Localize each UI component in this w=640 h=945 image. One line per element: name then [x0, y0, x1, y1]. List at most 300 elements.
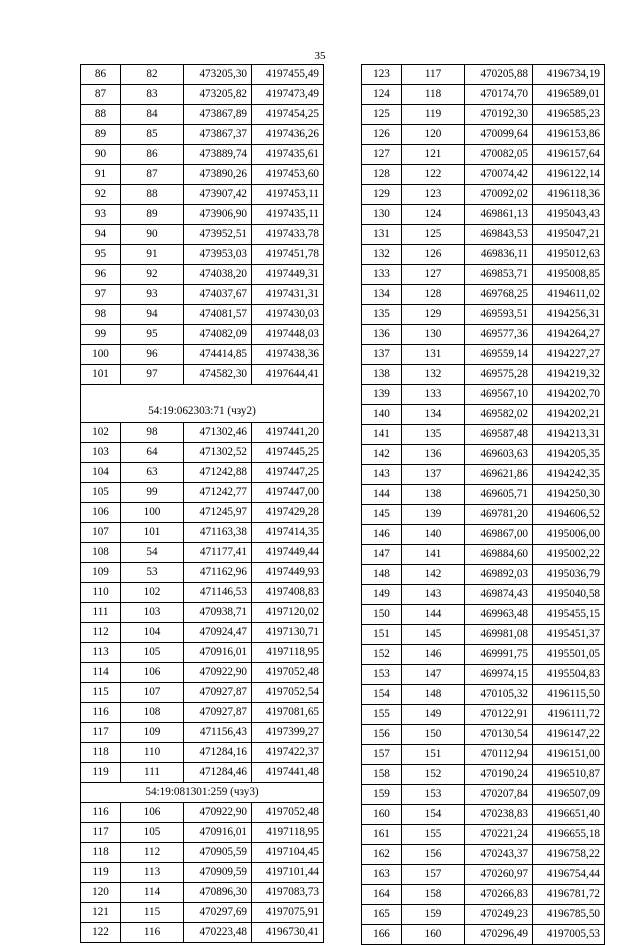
- vertex-number-cell: 95: [121, 325, 184, 345]
- y-coordinate-cell: 4196734,19: [533, 65, 605, 85]
- x-coordinate-cell: 470192,30: [465, 105, 533, 125]
- table-row: [81, 743, 324, 763]
- table-row: [81, 623, 324, 643]
- y-coordinate-cell: 4196147,22: [533, 725, 605, 745]
- point-number-cell: 97: [81, 285, 121, 305]
- vertex-number-cell: 134: [402, 405, 465, 425]
- x-coordinate-cell: 470924,47: [184, 623, 252, 643]
- y-coordinate-cell: 4197118,95: [252, 823, 324, 843]
- table-row: [362, 65, 605, 85]
- vertex-number-cell: 155: [402, 825, 465, 845]
- point-number-cell: 94: [81, 225, 121, 245]
- x-coordinate-cell: 469974,15: [465, 665, 533, 685]
- y-coordinate-cell: 4197083,73: [252, 883, 324, 903]
- table-row: [362, 145, 605, 165]
- vertex-number-cell: 83: [121, 85, 184, 105]
- table-row: [81, 423, 324, 443]
- y-coordinate-cell: 4197435,11: [252, 205, 324, 225]
- table-row: [81, 543, 324, 563]
- point-number-cell: 160: [362, 805, 402, 825]
- page-number: 35: [314, 50, 326, 62]
- table-row: [362, 425, 605, 445]
- table-row: [81, 843, 324, 863]
- x-coordinate-cell: 470174,70: [465, 85, 533, 105]
- y-coordinate-cell: 4197081,65: [252, 703, 324, 723]
- x-coordinate-cell: 473952,51: [184, 225, 252, 245]
- table-row: [362, 865, 605, 885]
- point-number-cell: 115: [81, 683, 121, 703]
- x-coordinate-cell: 469559,14: [465, 345, 533, 365]
- table-row: [81, 85, 324, 105]
- y-coordinate-cell: 4195012,63: [533, 245, 605, 265]
- y-coordinate-cell: 4197453,60: [252, 165, 324, 185]
- table-row: [81, 125, 324, 145]
- x-coordinate-cell: 471242,77: [184, 483, 252, 503]
- x-coordinate-cell: 473889,74: [184, 145, 252, 165]
- x-coordinate-cell: 469884,60: [465, 545, 533, 565]
- x-coordinate-cell: 473867,89: [184, 105, 252, 125]
- point-number-cell: 92: [81, 185, 121, 205]
- y-coordinate-cell: 4194606,52: [533, 505, 605, 525]
- x-coordinate-cell: 474414,85: [184, 345, 252, 365]
- y-coordinate-cell: 4194256,31: [533, 305, 605, 325]
- table-row: [362, 905, 605, 925]
- table-row: [362, 885, 605, 905]
- vertex-number-cell: 106: [121, 663, 184, 683]
- vertex-number-cell: 105: [121, 823, 184, 843]
- point-number-cell: 138: [362, 365, 402, 385]
- table-row: [81, 205, 324, 225]
- point-number-cell: 161: [362, 825, 402, 845]
- x-coordinate-cell: 471302,46: [184, 423, 252, 443]
- y-coordinate-cell: 4195006,00: [533, 525, 605, 545]
- y-coordinate-cell: 4195455,15: [533, 605, 605, 625]
- table-row: [81, 325, 324, 345]
- y-coordinate-cell: 4197449,31: [252, 265, 324, 285]
- y-coordinate-cell: 4197473,49: [252, 85, 324, 105]
- table-row: [362, 345, 605, 365]
- vertex-number-cell: 108: [121, 703, 184, 723]
- coordinates-table-right: [361, 64, 605, 945]
- point-number-cell: 141: [362, 425, 402, 445]
- point-number-cell: 117: [81, 723, 121, 743]
- point-number-cell: 139: [362, 385, 402, 405]
- section-header-row: [81, 783, 324, 803]
- x-coordinate-cell: 469963,48: [465, 605, 533, 625]
- y-coordinate-cell: 4196651,40: [533, 805, 605, 825]
- vertex-number-cell: 98: [121, 423, 184, 443]
- point-number-cell: 113: [81, 643, 121, 663]
- y-coordinate-cell: 4194242,35: [533, 465, 605, 485]
- point-number-cell: 163: [362, 865, 402, 885]
- x-coordinate-cell: 474081,57: [184, 305, 252, 325]
- vertex-number-cell: 124: [402, 205, 465, 225]
- table-row: [81, 603, 324, 623]
- x-coordinate-cell: 471245,97: [184, 503, 252, 523]
- x-coordinate-cell: 471156,43: [184, 723, 252, 743]
- y-coordinate-cell: 4196758,22: [533, 845, 605, 865]
- table-row: [81, 563, 324, 583]
- y-coordinate-cell: 4195047,21: [533, 225, 605, 245]
- table-row: [81, 763, 324, 783]
- y-coordinate-cell: 4197435,61: [252, 145, 324, 165]
- x-coordinate-cell: 469593,51: [465, 305, 533, 325]
- point-number-cell: 98: [81, 305, 121, 325]
- point-number-cell: 118: [81, 743, 121, 763]
- point-number-cell: 150: [362, 605, 402, 625]
- table-row: [362, 785, 605, 805]
- y-coordinate-cell: 4197438,36: [252, 345, 324, 365]
- y-coordinate-cell: 4196781,72: [533, 885, 605, 905]
- table-row: [81, 365, 324, 385]
- x-coordinate-cell: 474037,67: [184, 285, 252, 305]
- table-row: [81, 863, 324, 883]
- table-row: [362, 85, 605, 105]
- x-coordinate-cell: 471177,41: [184, 543, 252, 563]
- y-coordinate-cell: 4197429,28: [252, 503, 324, 523]
- point-number-cell: 88: [81, 105, 121, 125]
- point-number-cell: 112: [81, 623, 121, 643]
- point-number-cell: 95: [81, 245, 121, 265]
- x-coordinate-cell: 470221,24: [465, 825, 533, 845]
- point-number-cell: 143: [362, 465, 402, 485]
- x-coordinate-cell: 470296,49: [465, 925, 533, 945]
- y-coordinate-cell: 4196118,36: [533, 185, 605, 205]
- y-coordinate-cell: 4194250,30: [533, 485, 605, 505]
- table-row: [362, 265, 605, 285]
- table-row: [362, 325, 605, 345]
- x-coordinate-cell: 473205,30: [184, 65, 252, 85]
- vertex-number-cell: 118: [402, 85, 465, 105]
- y-coordinate-cell: 4195451,37: [533, 625, 605, 645]
- table-row: [81, 643, 324, 663]
- y-coordinate-cell: 4194227,27: [533, 345, 605, 365]
- section-header-row: [81, 385, 324, 423]
- x-coordinate-cell: 473906,90: [184, 205, 252, 225]
- table-row: [362, 925, 605, 945]
- y-coordinate-cell: 4197447,25: [252, 463, 324, 483]
- x-coordinate-cell: 469991,75: [465, 645, 533, 665]
- table-row: [362, 405, 605, 425]
- point-number-cell: 99: [81, 325, 121, 345]
- table-row: [362, 585, 605, 605]
- point-number-cell: 159: [362, 785, 402, 805]
- table-row: [81, 463, 324, 483]
- x-coordinate-cell: 469621,86: [465, 465, 533, 485]
- y-coordinate-cell: 4197005,53: [533, 925, 605, 945]
- y-coordinate-cell: 4194611,02: [533, 285, 605, 305]
- vertex-number-cell: 54: [121, 543, 184, 563]
- x-coordinate-cell: 469603,63: [465, 445, 533, 465]
- point-number-cell: 132: [362, 245, 402, 265]
- table-row: [81, 903, 324, 923]
- x-coordinate-cell: 470190,24: [465, 765, 533, 785]
- y-coordinate-cell: 4196507,09: [533, 785, 605, 805]
- vertex-number-cell: 136: [402, 445, 465, 465]
- x-coordinate-cell: 473907,42: [184, 185, 252, 205]
- y-coordinate-cell: 4196157,64: [533, 145, 605, 165]
- table-row: [362, 685, 605, 705]
- vertex-number-cell: 127: [402, 265, 465, 285]
- section-header-cell: 54:19:081301:259 (чзу3): [81, 783, 324, 803]
- x-coordinate-cell: 470122,91: [465, 705, 533, 725]
- vertex-number-cell: 85: [121, 125, 184, 145]
- y-coordinate-cell: 4197118,95: [252, 643, 324, 663]
- y-coordinate-cell: 4196151,00: [533, 745, 605, 765]
- vertex-number-cell: 116: [121, 923, 184, 943]
- y-coordinate-cell: 4197449,93: [252, 563, 324, 583]
- x-coordinate-cell: 469861,13: [465, 205, 533, 225]
- vertex-number-cell: 113: [121, 863, 184, 883]
- y-coordinate-cell: 4194202,21: [533, 405, 605, 425]
- y-coordinate-cell: 4197431,31: [252, 285, 324, 305]
- y-coordinate-cell: 4197414,35: [252, 523, 324, 543]
- x-coordinate-cell: 469874,43: [465, 585, 533, 605]
- y-coordinate-cell: 4196655,18: [533, 825, 605, 845]
- vertex-number-cell: 53: [121, 563, 184, 583]
- x-coordinate-cell: 474038,20: [184, 265, 252, 285]
- x-coordinate-cell: 470112,94: [465, 745, 533, 765]
- vertex-number-cell: 154: [402, 805, 465, 825]
- y-coordinate-cell: 4196585,23: [533, 105, 605, 125]
- vertex-number-cell: 121: [402, 145, 465, 165]
- vertex-number-cell: 137: [402, 465, 465, 485]
- y-coordinate-cell: 4197441,20: [252, 423, 324, 443]
- y-coordinate-cell: 4195501,05: [533, 645, 605, 665]
- y-coordinate-cell: 4197052,48: [252, 803, 324, 823]
- point-number-cell: 152: [362, 645, 402, 665]
- vertex-number-cell: 115: [121, 903, 184, 923]
- point-number-cell: 124: [362, 85, 402, 105]
- x-coordinate-cell: 470130,54: [465, 725, 533, 745]
- vertex-number-cell: 89: [121, 205, 184, 225]
- x-coordinate-cell: 473953,03: [184, 245, 252, 265]
- vertex-number-cell: 131: [402, 345, 465, 365]
- x-coordinate-cell: 470927,87: [184, 703, 252, 723]
- point-number-cell: 101: [81, 365, 121, 385]
- point-number-cell: 158: [362, 765, 402, 785]
- x-coordinate-cell: 471242,88: [184, 463, 252, 483]
- vertex-number-cell: 139: [402, 505, 465, 525]
- table-row: [362, 505, 605, 525]
- point-number-cell: 104: [81, 463, 121, 483]
- x-coordinate-cell: 469892,03: [465, 565, 533, 585]
- vertex-number-cell: 101: [121, 523, 184, 543]
- point-number-cell: 126: [362, 125, 402, 145]
- y-coordinate-cell: 4197408,83: [252, 583, 324, 603]
- table-row: [81, 883, 324, 903]
- point-number-cell: 128: [362, 165, 402, 185]
- point-number-cell: 121: [81, 903, 121, 923]
- table-row: [362, 105, 605, 125]
- table-row: [81, 185, 324, 205]
- vertex-number-cell: 158: [402, 885, 465, 905]
- table-row: [362, 165, 605, 185]
- x-coordinate-cell: 470249,23: [465, 905, 533, 925]
- vertex-number-cell: 103: [121, 603, 184, 623]
- point-number-cell: 154: [362, 685, 402, 705]
- coordinates-table-left: [80, 64, 324, 943]
- coordinates-table-right-body: [362, 65, 605, 945]
- x-coordinate-cell: 470922,90: [184, 803, 252, 823]
- vertex-number-cell: 149: [402, 705, 465, 725]
- point-number-cell: 155: [362, 705, 402, 725]
- point-number-cell: 114: [81, 663, 121, 683]
- vertex-number-cell: 63: [121, 463, 184, 483]
- point-number-cell: 134: [362, 285, 402, 305]
- vertex-number-cell: 145: [402, 625, 465, 645]
- table-row: [81, 225, 324, 245]
- table-row: [81, 483, 324, 503]
- table-row: [362, 645, 605, 665]
- point-number-cell: 133: [362, 265, 402, 285]
- vertex-number-cell: 135: [402, 425, 465, 445]
- table-row: [81, 683, 324, 703]
- point-number-cell: 130: [362, 205, 402, 225]
- x-coordinate-cell: 470938,71: [184, 603, 252, 623]
- vertex-number-cell: 159: [402, 905, 465, 925]
- x-coordinate-cell: 470207,84: [465, 785, 533, 805]
- point-number-cell: 118: [81, 843, 121, 863]
- point-number-cell: 140: [362, 405, 402, 425]
- table-row: [362, 605, 605, 625]
- point-number-cell: 149: [362, 585, 402, 605]
- vertex-number-cell: 86: [121, 145, 184, 165]
- table-row: [81, 803, 324, 823]
- y-coordinate-cell: 4196111,72: [533, 705, 605, 725]
- vertex-number-cell: 117: [402, 65, 465, 85]
- x-coordinate-cell: 470243,37: [465, 845, 533, 865]
- x-coordinate-cell: 471162,96: [184, 563, 252, 583]
- x-coordinate-cell: 470260,97: [465, 865, 533, 885]
- point-number-cell: 151: [362, 625, 402, 645]
- x-coordinate-cell: 470074,42: [465, 165, 533, 185]
- vertex-number-cell: 94: [121, 305, 184, 325]
- vertex-number-cell: 126: [402, 245, 465, 265]
- table-row: [81, 663, 324, 683]
- table-row: [362, 665, 605, 685]
- point-number-cell: 87: [81, 85, 121, 105]
- vertex-number-cell: 106: [121, 803, 184, 823]
- vertex-number-cell: 138: [402, 485, 465, 505]
- vertex-number-cell: 87: [121, 165, 184, 185]
- vertex-number-cell: 90: [121, 225, 184, 245]
- vertex-number-cell: 150: [402, 725, 465, 745]
- vertex-number-cell: 93: [121, 285, 184, 305]
- point-number-cell: 105: [81, 483, 121, 503]
- table-row: [362, 825, 605, 845]
- point-number-cell: 145: [362, 505, 402, 525]
- point-number-cell: 91: [81, 165, 121, 185]
- point-number-cell: 135: [362, 305, 402, 325]
- point-number-cell: 96: [81, 265, 121, 285]
- y-coordinate-cell: 4194213,31: [533, 425, 605, 445]
- vertex-number-cell: 151: [402, 745, 465, 765]
- x-coordinate-cell: 470916,01: [184, 643, 252, 663]
- point-number-cell: 89: [81, 125, 121, 145]
- y-coordinate-cell: 4195036,79: [533, 565, 605, 585]
- vertex-number-cell: 130: [402, 325, 465, 345]
- x-coordinate-cell: 470916,01: [184, 823, 252, 843]
- x-coordinate-cell: 473205,82: [184, 85, 252, 105]
- point-number-cell: 93: [81, 205, 121, 225]
- y-coordinate-cell: 4196589,01: [533, 85, 605, 105]
- x-coordinate-cell: 470896,30: [184, 883, 252, 903]
- vertex-number-cell: 156: [402, 845, 465, 865]
- x-coordinate-cell: 470266,83: [465, 885, 533, 905]
- point-number-cell: 106: [81, 503, 121, 523]
- y-coordinate-cell: 4197451,78: [252, 245, 324, 265]
- vertex-number-cell: 120: [402, 125, 465, 145]
- y-coordinate-cell: 4196730,41: [252, 923, 324, 943]
- y-coordinate-cell: 4197104,45: [252, 843, 324, 863]
- vertex-number-cell: 153: [402, 785, 465, 805]
- point-number-cell: 142: [362, 445, 402, 465]
- y-coordinate-cell: 4197644,41: [252, 365, 324, 385]
- table-row: [81, 145, 324, 165]
- x-coordinate-cell: 469605,71: [465, 485, 533, 505]
- table-row: [362, 365, 605, 385]
- table-row: [81, 443, 324, 463]
- vertex-number-cell: 92: [121, 265, 184, 285]
- x-coordinate-cell: 471302,52: [184, 443, 252, 463]
- x-coordinate-cell: 470092,02: [465, 185, 533, 205]
- table-row: [81, 345, 324, 365]
- x-coordinate-cell: 474082,09: [184, 325, 252, 345]
- point-number-cell: 146: [362, 525, 402, 545]
- table-row: [362, 225, 605, 245]
- x-coordinate-cell: 471163,38: [184, 523, 252, 543]
- y-coordinate-cell: 4195008,85: [533, 265, 605, 285]
- point-number-cell: 108: [81, 543, 121, 563]
- y-coordinate-cell: 4197447,00: [252, 483, 324, 503]
- table-row: [81, 305, 324, 325]
- vertex-number-cell: 157: [402, 865, 465, 885]
- y-coordinate-cell: 4195504,83: [533, 665, 605, 685]
- y-coordinate-cell: 4197441,48: [252, 763, 324, 783]
- point-number-cell: 131: [362, 225, 402, 245]
- x-coordinate-cell: 470099,64: [465, 125, 533, 145]
- vertex-number-cell: 122: [402, 165, 465, 185]
- y-coordinate-cell: 4197052,54: [252, 683, 324, 703]
- table-row: [362, 185, 605, 205]
- point-number-cell: 157: [362, 745, 402, 765]
- point-number-cell: 156: [362, 725, 402, 745]
- x-coordinate-cell: 470297,69: [184, 903, 252, 923]
- y-coordinate-cell: 4197422,37: [252, 743, 324, 763]
- point-number-cell: 147: [362, 545, 402, 565]
- point-number-cell: 107: [81, 523, 121, 543]
- table-row: [362, 545, 605, 565]
- y-coordinate-cell: 4197436,26: [252, 125, 324, 145]
- table-row: [362, 765, 605, 785]
- table-row: [362, 525, 605, 545]
- vertex-number-cell: 119: [402, 105, 465, 125]
- vertex-number-cell: 97: [121, 365, 184, 385]
- table-row: [81, 265, 324, 285]
- x-coordinate-cell: 469567,10: [465, 385, 533, 405]
- point-number-cell: 103: [81, 443, 121, 463]
- x-coordinate-cell: 470922,90: [184, 663, 252, 683]
- table-row: [362, 385, 605, 405]
- vertex-number-cell: 146: [402, 645, 465, 665]
- vertex-number-cell: 129: [402, 305, 465, 325]
- y-coordinate-cell: 4194264,27: [533, 325, 605, 345]
- table-row: [81, 823, 324, 843]
- vertex-number-cell: 105: [121, 643, 184, 663]
- table-row: [362, 745, 605, 765]
- point-number-cell: 162: [362, 845, 402, 865]
